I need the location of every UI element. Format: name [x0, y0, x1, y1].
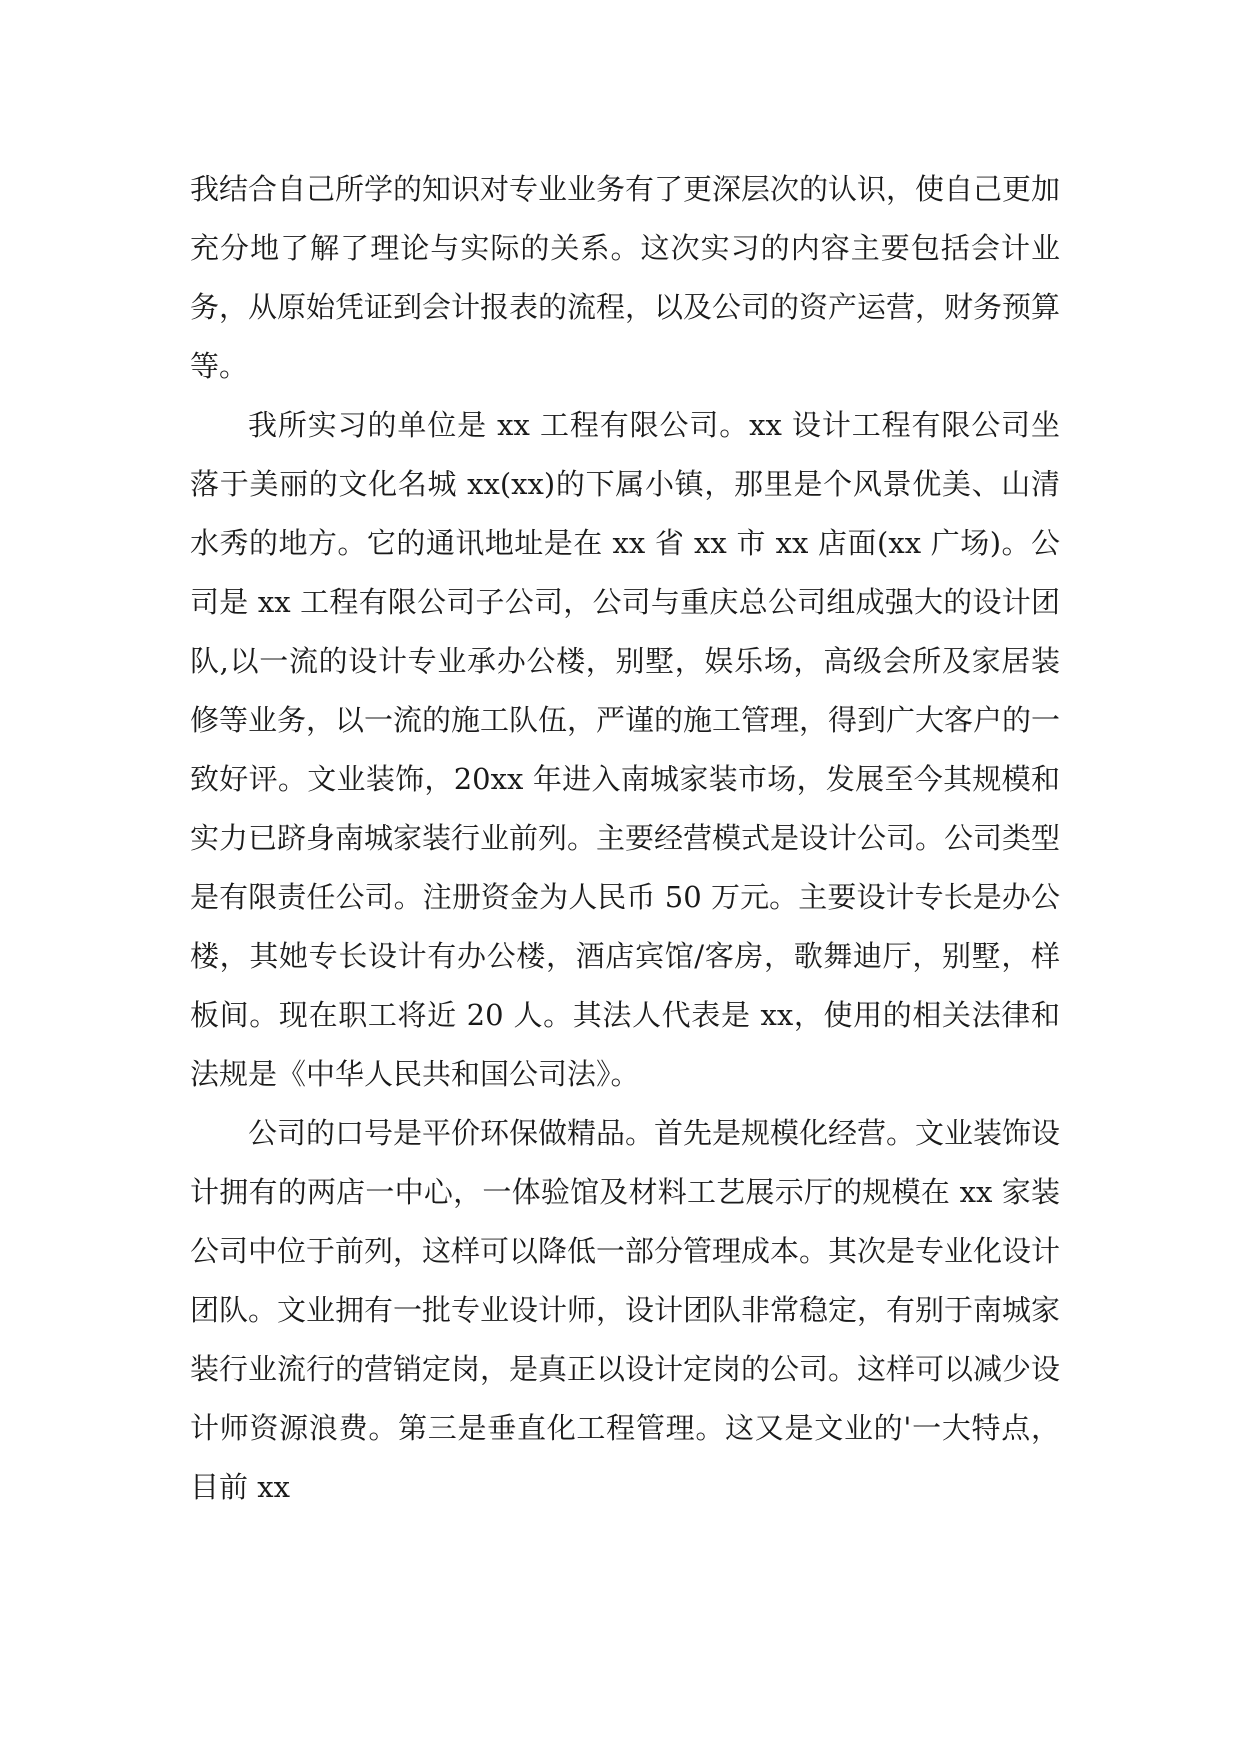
paragraph-3: 公司的口号是平价环保做精品。首先是规模化经营。文业装饰设计拥有的两店一中心，一体验馆及材料工艺展示厅的规模在 xx 家装公司中位于前列，这样可以降低一部分管理成本。其次是专业化设计团队。文业拥有一批专业设计师，设计团队非常稳定，有别于南城家装行业流行的营销定岗，是真正以设计定岗的公司。这样可以减少设计师资源浪费。第三是垂直化工程管理。这又是文业的'一大特点，目前 xx [190, 1116, 1061, 1504]
paragraph-1: 我结合自己所学的知识对专业业务有了更深层次的认识，使自己更加充分地了解了理论与实际的关系。这次实习的内容主要包括会计业务，从原始凭证到会计报表的流程，以及公司的资产运营，财务预算等。 [190, 172, 1061, 383]
body-text [190, 160, 1060, 1517]
paragraph-2: 我所实习的单位是 xx 工程有限公司。xx 设计工程有限公司坐落于美丽的文化名城 xx(xx)的下属小镇，那里是个风景优美、山清水秀的地方。它的通讯地址是在 xx 省 xx 市 xx 店面(xx 广场)。公司是 xx 工程有限公司子公司，公司与重庆总公司组成强大的设计团队,以一流的设计专业承办公楼，别墅，娱乐场，高级会所及家居装修等业务，以一流的施工队伍，严谨的施工管理，得到广大客户的一致好评。文业装饰，20xx 年进入南城家装市场，发展至今其规模和实力已跻身南城家装行业前列。主要经营模式是设计公司。公司类型是有限责任公司。注册资金为人民币 50 万元。主要设计专长是办公楼，其她专长设计有办公楼，酒店宾馆/客房，歌舞迪厅，别墅，样板间。现在职工将近 20 人。其法人代表是 xx，使用的相关法律和法规是《中华人民共和国公司法》。 [190, 408, 1061, 1091]
